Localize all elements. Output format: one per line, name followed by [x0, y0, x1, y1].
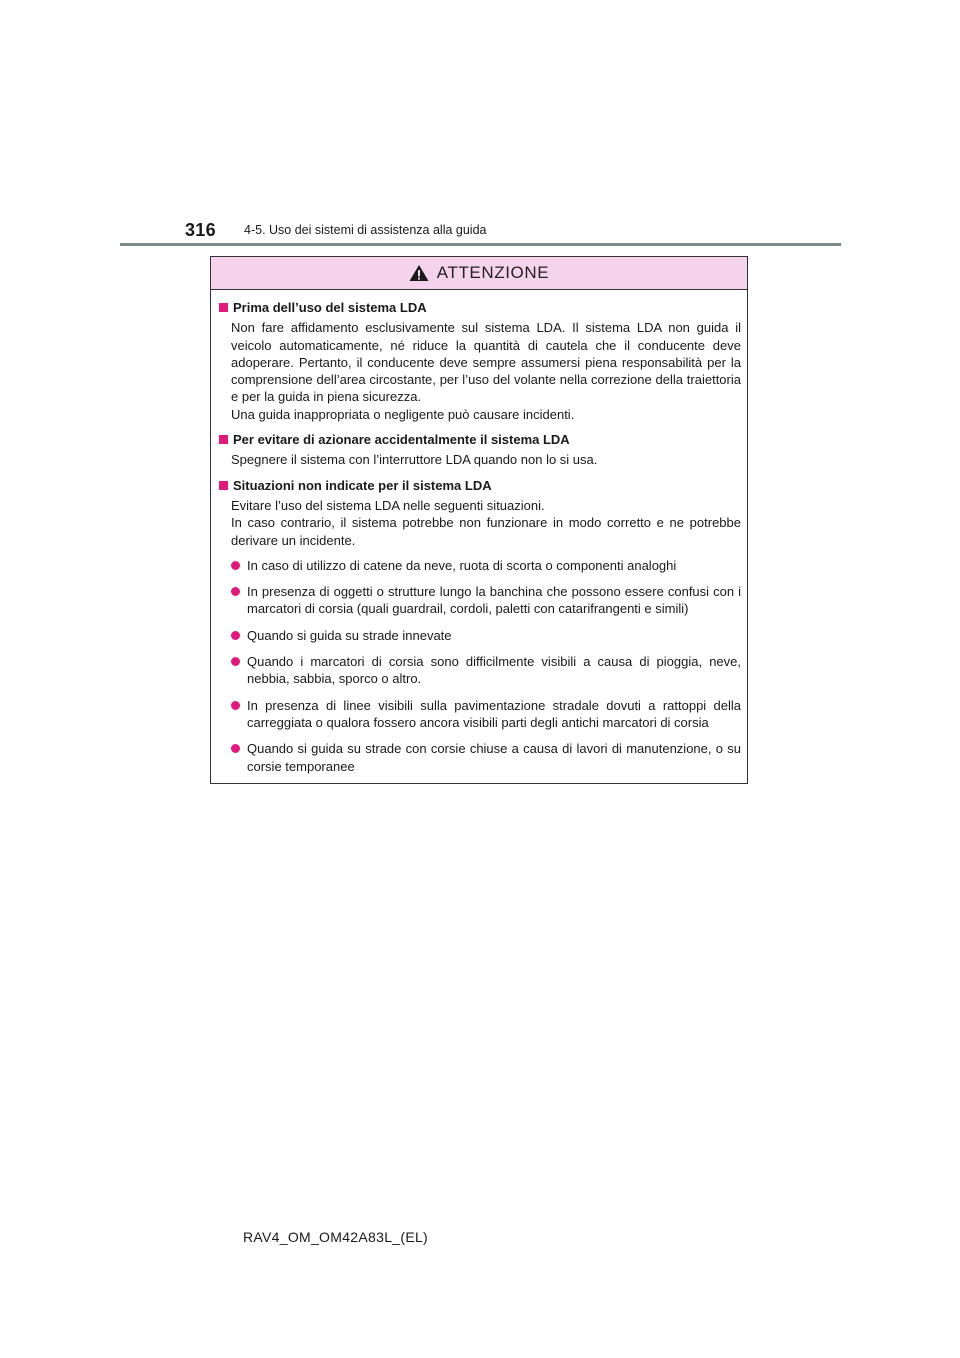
topic-heading: [219, 299, 741, 316]
topic-heading-text: Prima dell’uso del sistema LDA: [233, 300, 427, 315]
list-item: [231, 627, 741, 644]
topic-unsuitable-situations: [219, 477, 741, 775]
dot-bullet-icon: [231, 587, 240, 596]
warning-box: [210, 256, 748, 784]
list-item: [231, 557, 741, 574]
list-item: [231, 653, 741, 688]
topic-heading-text: Situazioni non indicate per il sistema LDA: [233, 477, 492, 493]
topic-text: [231, 451, 741, 468]
dot-bullet-icon: [231, 657, 240, 666]
list-item-text: In presenza di linee visibili sulla pavimentazione stradale dovuti a rattoppi della carreggiata o qualora fossero ancora visibili parti degli antichi marcatori di corsia: [247, 697, 741, 730]
page-number: 316: [185, 220, 216, 240]
paragraph: Una guida inappropriata o negligente può causare incidenti.: [231, 406, 575, 422]
topic-text: [231, 319, 741, 423]
section-title: 4-5. Uso dei sistemi di assistenza alla guida: [244, 223, 487, 237]
warning-header: [211, 257, 747, 290]
list-item-text: Quando i marcatori di corsia sono difficilmente visibili a causa di pioggia, neve, nebbia, sabbia, sporco o altro.: [247, 654, 741, 687]
list-item-text: Quando si guida su strade con corsie chiuse a causa di lavori di manutenzione, o su corsie temporanee: [247, 741, 741, 774]
list-item-text: Quando si guida su strade innevate: [247, 627, 452, 643]
dot-bullet-icon: [231, 631, 240, 640]
paragraph: In caso contrario, il sistema potrebbe non funzionare in modo corretto e ne potrebbe derivare un incidente.: [231, 515, 741, 548]
square-bullet-icon: [219, 303, 228, 312]
paragraph: Spegnere il sistema con l’interruttore LDA quando non lo si usa.: [231, 452, 598, 468]
dot-bullet-icon: [231, 701, 240, 710]
square-bullet-icon: [219, 435, 228, 444]
list-item-text: In presenza di oggetti o strutture lungo la banchina che possono essere confusi con i marcatori di corsia (quali guardrail, cordoli, paletti con catarifrangenti e simili): [247, 584, 741, 617]
list-item: [231, 583, 741, 618]
dot-bullet-icon: [231, 744, 240, 753]
warning-title: ATTENZIONE: [436, 263, 550, 282]
document-code: RAV4_OM_OM42A83L_(EL): [243, 1229, 429, 1245]
paragraph: Evitare l’uso del sistema LDA nelle seguenti situazioni.: [231, 497, 545, 513]
topic-avoid-accidental: [219, 431, 741, 469]
dot-bullet-icon: [231, 561, 240, 570]
list-item: [231, 740, 741, 775]
topic-heading-text: Per evitare di azionare accidentalmente il sistema LDA: [233, 432, 570, 448]
square-bullet-icon: [219, 481, 228, 490]
header-rule: [120, 243, 841, 246]
warning-triangle-icon: [409, 264, 429, 282]
topic-before-use: [219, 299, 741, 423]
paragraph: Non fare affidamento esclusivamente sul sistema LDA. Il sistema LDA non guida il veicolo automaticamente, né riduce la quantità di cautela che il conducente deve adoperare. Pertanto, il conducente deve sempre assumersi piena responsabilità per la comprensione dell’area circostante, per l’uso del volante nella correzione della traiettoria e per la guida in piena sicurezza.: [231, 320, 741, 405]
list-item-text: In caso di utilizzo di catene da neve, ruota di scorta o componenti analoghi: [247, 557, 677, 573]
warning-body: [211, 290, 747, 775]
situation-list: [231, 557, 741, 775]
topic-heading: [219, 477, 741, 494]
topic-heading: [219, 431, 741, 448]
topic-text: [231, 497, 741, 549]
list-item: [231, 697, 741, 732]
